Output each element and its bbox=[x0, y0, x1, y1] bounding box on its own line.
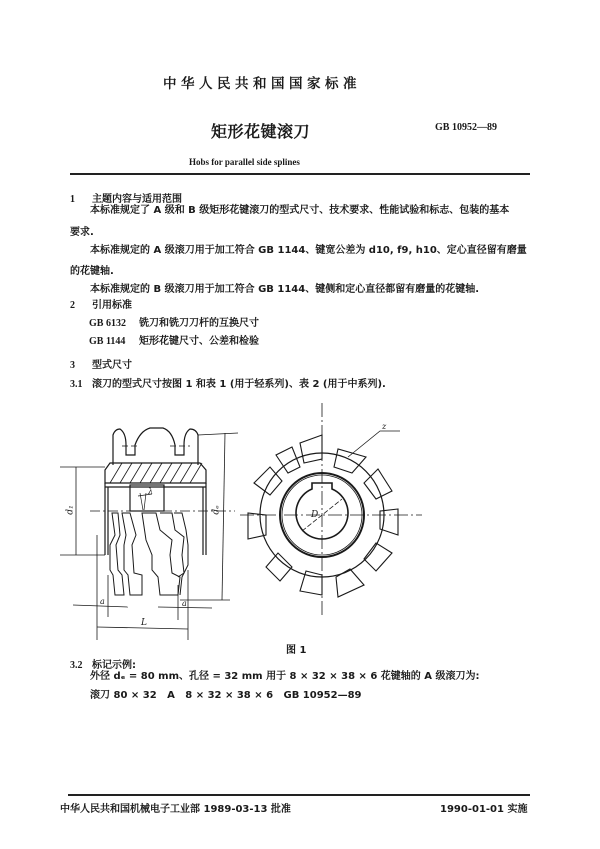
national-standard-title: 中华人民共和国国家标准 bbox=[163, 76, 361, 92]
subsection-number: 3.1 bbox=[70, 379, 83, 390]
paragraph-line: 本标准规定的 B 级滚刀用于加工符合 GB 1144、键侧和定心直径都留有磨量的花键轴. bbox=[90, 284, 480, 295]
reference-code: GB 1144 bbox=[89, 336, 126, 347]
approval-text: 中华人民共和国机械电子工业部 1989-03-13 批准 bbox=[60, 804, 291, 815]
label-d1: d₁ bbox=[65, 505, 76, 515]
reference-title: 矩形花键尺寸、公差和检验 bbox=[139, 336, 259, 347]
paragraph-line: 本标准规定的 A 级滚刀用于加工符合 GB 1144、键宽公差为 d10, f9, h10、定心直径留有磨量 bbox=[90, 245, 527, 256]
subsection-3-1 bbox=[70, 375, 386, 390]
subsection-number: 3.2 bbox=[70, 660, 83, 671]
hob-side-view-drawing bbox=[60, 395, 260, 640]
reference-item bbox=[89, 331, 259, 353]
subsection-text: 滚刀的型式尺寸按图 1 和表 1 (用于轻系列)、表 2 (用于中系列). bbox=[92, 379, 386, 390]
section-title: 引用标准 bbox=[92, 300, 132, 311]
label-a-left: a bbox=[100, 597, 105, 606]
label-z: z bbox=[382, 422, 387, 431]
paragraph-line: 要求. bbox=[70, 227, 94, 238]
hob-front-view-drawing bbox=[240, 395, 425, 630]
section-number: 2 bbox=[70, 300, 75, 311]
label-de: dₑ bbox=[211, 505, 222, 515]
implementation-text: 1990-01-01 实施 bbox=[440, 804, 528, 815]
label-D: D bbox=[311, 510, 319, 520]
reference-code: GB 6132 bbox=[89, 318, 126, 329]
section-title: 主题内容与适用范围 bbox=[92, 194, 182, 205]
label-a-right: a bbox=[182, 599, 187, 608]
section-number: 3 bbox=[70, 360, 75, 371]
standard-code: GB 10952—89 bbox=[435, 122, 497, 133]
section-2-heading bbox=[70, 296, 132, 311]
section-number: 1 bbox=[70, 194, 75, 205]
marking-example-code: 滚刀 80 × 32 A 8 × 32 × 38 × 6 GB 10952—89 bbox=[90, 690, 362, 701]
section-title: 型式尺寸 bbox=[92, 360, 132, 371]
english-title: Hobs for parallel side splines bbox=[189, 157, 300, 167]
subsection-title: 标记示例: bbox=[92, 660, 136, 671]
figure-caption: 图 1 bbox=[286, 645, 307, 656]
paragraph-line: 本标准规定了 A 级和 B 级矩形花键滚刀的型式尺寸、技术要求、性能试验和标志、包装的基本 bbox=[90, 205, 510, 216]
document-title: 矩形花键滚刀 bbox=[211, 122, 311, 141]
label-lambda: λ bbox=[148, 487, 154, 496]
paragraph-line: 的花键轴. bbox=[70, 266, 114, 277]
header-divider bbox=[70, 173, 530, 175]
marking-example-line: 外径 dₑ = 80 mm、孔径 = 32 mm 用于 8 × 32 × 38 × 6 花键轴的 A 级滚刀为: bbox=[90, 671, 480, 682]
label-L: L bbox=[141, 618, 147, 628]
section-3-heading bbox=[70, 356, 132, 371]
footer-divider bbox=[68, 794, 530, 796]
reference-title: 铣刀和铣刀刀杆的互换尺寸 bbox=[139, 318, 259, 329]
